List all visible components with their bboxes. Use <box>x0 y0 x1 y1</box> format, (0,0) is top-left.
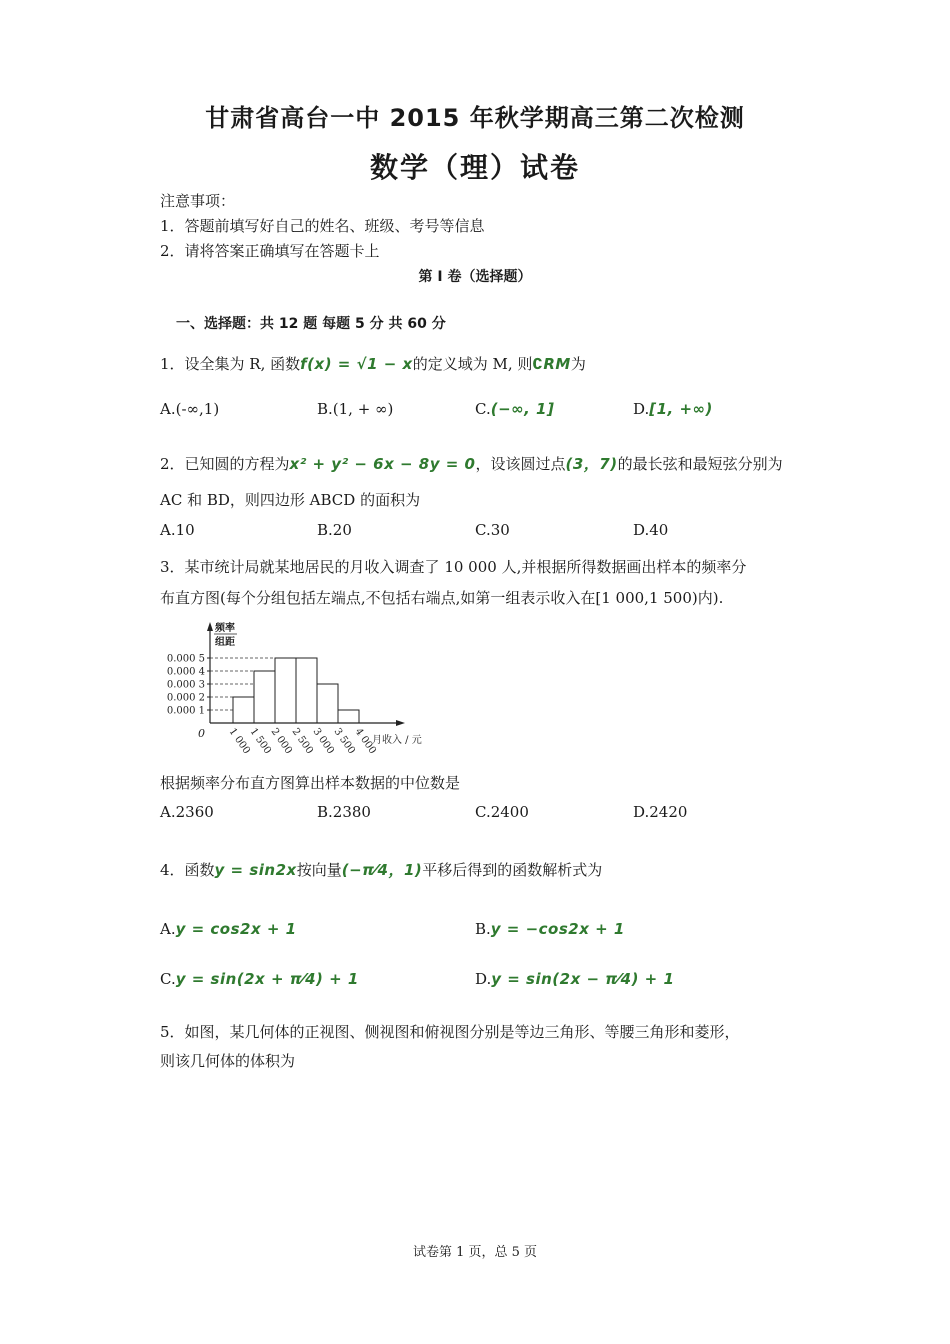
question-4 <box>160 859 602 881</box>
y-tick-label: 0.000 5 <box>166 653 205 665</box>
q2-option-d: D.40 <box>633 521 669 539</box>
part-label: 第 I 卷（选择题） <box>418 269 532 285</box>
q1-math-function: f(x) = √1 − x <box>300 355 413 373</box>
q2-math-circle: x² + y² − 6x − 8y = 0 <box>289 455 476 473</box>
origin-label: 0 <box>198 727 205 740</box>
q4-text-post: 平移后得到的函数解析式为 <box>422 861 603 879</box>
question-2 <box>160 453 783 475</box>
q1-math-complement: ∁RM <box>532 355 571 373</box>
x-axis-arrow <box>396 720 405 726</box>
y-axis-label-bottom: 组距 <box>215 637 235 648</box>
x-tick-label: 4 000 <box>352 726 378 757</box>
x-tick-label: 2 500 <box>289 726 315 757</box>
y-tick-label: 0.000 3 <box>166 679 205 691</box>
q4-option-d: D.y = sin(2x − π⁄4) + 1 <box>475 970 675 988</box>
exam-title: 甘肃省高台一中 2015 年秋学期高三第二次检测 <box>205 104 745 132</box>
histogram-bar <box>233 697 254 723</box>
q5-line-2: 则该几何体的体积为 <box>160 1052 296 1070</box>
histogram-bar <box>296 658 317 723</box>
q1-text-mid: 的定义域为 M, 则 <box>412 355 533 373</box>
exam-subtitle: 数学（理）试卷 <box>369 151 580 184</box>
q3-option-d: D.2420 <box>633 803 688 821</box>
page-footer: 试卷第 1 页，总 5 页 <box>412 1245 538 1260</box>
question-1 <box>160 353 586 375</box>
y-tick-label: 0.000 1 <box>166 705 205 717</box>
histogram-bar <box>254 671 275 723</box>
x-tick-label: 3 000 <box>310 726 336 757</box>
q2-math-point: (3，7) <box>565 455 618 473</box>
histogram-bar <box>338 710 359 723</box>
q1-option-c-math: (−∞, 1] <box>490 400 555 418</box>
q4-text-mid: 按向量 <box>296 861 342 879</box>
q4-option-b-math: y = −cos2x + 1 <box>490 920 625 938</box>
q3-option-b: B.2380 <box>317 803 371 821</box>
q1-option-a: A.(-∞,1) <box>160 400 220 418</box>
q2-option-b: B.20 <box>317 521 352 539</box>
q3-option-c: C.2400 <box>475 803 529 821</box>
section-heading: 一、选择题：共 12 题 每题 5 分 共 60 分 <box>176 316 446 332</box>
q1-option-d: D.[1, +∞) <box>633 400 713 418</box>
x-tick-label: 2 000 <box>268 726 294 757</box>
q4-math-vector: (−π⁄4，1) <box>341 861 423 879</box>
q5-line-1: 5．如图，某几何体的正视图、侧视图和俯视图分别是等边三角形、等腰三角形和菱形， <box>160 1023 740 1041</box>
q1-option-d-math: [1, +∞) <box>649 400 713 418</box>
q2-line-2: AC 和 BD，则四边形 ABCD 的面积为 <box>160 491 421 509</box>
q2-option-c: C.30 <box>475 521 510 539</box>
notes-heading: 注意事项： <box>160 192 236 210</box>
q4-option-c-math: y = sin(2x + π⁄4) + 1 <box>175 970 359 988</box>
frequency-histogram <box>160 617 440 757</box>
q2-text-mid: ，设该圆过点 <box>475 455 566 473</box>
x-tick-label: 1 500 <box>247 726 273 757</box>
histogram-bar <box>317 684 338 723</box>
x-tick-label: 1 000 <box>226 726 252 757</box>
histogram-bar <box>275 658 296 723</box>
q2-text-post: 的最长弦和最短弦分别为 <box>617 455 783 473</box>
q4-option-a-math: y = cos2x + 1 <box>175 920 297 938</box>
q3-option-a: A.2360 <box>160 803 214 821</box>
y-tick-label: 0.000 2 <box>166 692 205 704</box>
q4-text-pre: 4．函数 <box>160 861 215 879</box>
q3-question: 根据频率分布直方图算出样本数据的中位数是 <box>160 774 461 792</box>
y-tick-label: 0.000 4 <box>166 666 205 678</box>
q1-text-pre: 1．设全集为 R, 函数 <box>160 355 301 373</box>
q1-option-b: B.(1, + ∞) <box>317 400 394 418</box>
q4-math-function: y = sin2x <box>214 861 297 879</box>
q1-text-post: 为 <box>570 355 586 373</box>
x-tick-label: 3 500 <box>331 726 357 757</box>
y-axis-label-top: 频率 <box>215 623 235 634</box>
q4-option-d-math: y = sin(2x − π⁄4) + 1 <box>491 970 675 988</box>
q4-option-a: A.y = cos2x + 1 <box>160 920 297 938</box>
note-item: 2．请将答案正确填写在答题卡上 <box>160 242 380 260</box>
q3-line-1: 3．某市统计局就某地居民的月收入调查了 10 000 人,并根据所得数据画出样本的频率分 <box>160 558 747 576</box>
q1-option-c: C.(−∞, 1] <box>475 400 555 418</box>
y-axis-arrow <box>207 622 213 631</box>
q4-option-c: C.y = sin(2x + π⁄4) + 1 <box>160 970 359 988</box>
x-axis-label: 月收入 / 元 <box>372 735 422 746</box>
q3-line-2: 布直方图(每个分组包括左端点,不包括右端点,如第一组表示收入在[1 000,1 500)内). <box>160 589 724 607</box>
q4-option-b: B.y = −cos2x + 1 <box>475 920 625 938</box>
q2-option-a: A.10 <box>160 521 195 539</box>
note-item: 1．答题前填写好自己的姓名、班级、考号等信息 <box>160 217 485 235</box>
q2-text-pre: 2．已知圆的方程为 <box>160 455 290 473</box>
